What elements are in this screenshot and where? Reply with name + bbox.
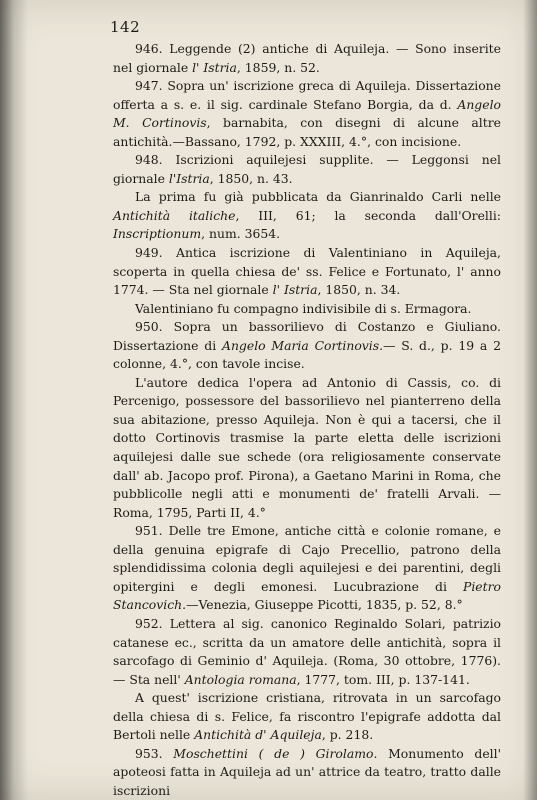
text-run: 951. Delle tre Emone, antiche città e colonie romane, e della genuina epigrafe di Cajo Precellio, patrono della splendidissima colonia degli aquilejesi e dei parentini, degli opitergini e degli emonesi. Lucubrazione di [113,523,501,594]
bibliography-entry [113,318,501,374]
bibliography-entry [113,522,501,615]
text-run: 953. [135,745,174,761]
text-run: 947. Sopra un' iscrizione greca di Aquileja. Dissertazione offerta a s. e. il sig. cardinale Stefano Borgia, da d. [113,78,501,112]
page-body [113,40,501,800]
text-run: 952. Lettera al sig. canonico Reginaldo Solari, patrizio catanese ec., scritta da un amatore delle antichità, sopra il sarcofago di Geminio d' Aquileja. (Roma, 30 ottobre, 1776). — Sta nell' [113,615,501,687]
text-run: L'autore dedica l'opera ad Antonio di Cassis, co. di Percenigo, possessore del bassorilievo nel pianterreno della sua abitazione, presso Aquileja. Non è qui a tacersi, che il dotto Cortinovis trasmise la parte eletta delle iscrizioni aquilejesi dalle sue schede (ora religiosamente conservate dall' ab. Jacopo prof. Pirona), a Gaetano Marini in Roma, che pubblicolle negli atti e monumenti de' fratelli Arvali. — Roma, 1795, Parti II, 4.° [113,374,501,520]
entry-note [113,689,501,745]
text-run: 949. Antica iscrizione di Valentiniano in Aquileja, scoperta in quella chiesa de' ss. Felice e Fortunato, l' anno 1774. — Sta nel giornale [113,245,501,298]
bibliography-entry [113,40,501,77]
text-run: Valentiniano fu compagno indivisibile di s. Ermagora. [135,300,472,316]
text-run: .— S. d., p. 19 a 2 colonne, 4.°, con tavole incise. [113,337,501,372]
italic-text: l' Istria [192,59,237,75]
page-number: 142 [110,18,141,36]
italic-text: l'Istria [168,170,210,186]
italic-text: Antologia romana [184,671,297,687]
text-run: . Monumento dell' apoteosi fatta in Aquileja ad un' attrice da teatro, tratto dalle iscrizioni [113,745,501,798]
text-run: 950. Sopra un bassorilievo di Costanzo e Giuliano. Dissertazione di [113,319,501,353]
italic-text: l' Istria [272,282,318,298]
text-run: , 1850, n. 43. [209,170,293,186]
text-run: , p. 218. [321,727,374,743]
italic-text: Pietro Stancovich [113,578,501,613]
text-run: 948. Iscrizioni aquilejesi supplite. — Leggonsi nel giornale [113,152,501,186]
bibliography-entry [113,615,501,689]
entry-note [113,374,501,522]
text-run: La prima fu già pubblicata da Gianrinaldo Carli nelle [135,189,501,205]
text-run: , III, 61; la seconda dall'Orelli: [235,207,501,223]
italic-text: Angelo Maria Cortinovis [222,337,380,353]
text-run: , barnabita, con disegni di alcune altre antichità.—Bassano, 1792, p. XXXIII, 4.°, con incisione. [113,115,502,149]
text-run: .—Venezia, Giuseppe Picotti, 1835, p. 52, 8.° [182,597,463,613]
text-run: , num. 3654. [201,226,281,242]
bibliography-entry [113,745,501,800]
italic-text: Angelo M. Cortinovis [113,96,501,131]
bibliography-entry [113,244,501,300]
italic-text: Inscriptionum [113,226,202,242]
text-run: , 1850, n. 34. [317,282,401,298]
text-run: , 1859, n. 52. [236,59,320,75]
page-edge-shadow [523,0,537,800]
page-spine-shadow [0,0,28,800]
text-run: 946. Leggende (2) antiche di Aquileja. — Sono inserite nel giornale [113,41,501,75]
text-run: , 1777, tom. III, p. 137-141. [296,671,470,687]
text-run: A quest' iscrizione cristiana, ritrovata in un sarcofago della chiesa di s. Felice, fa riscontro l'epigrafe addotta dal Bertoli nelle [113,690,501,743]
italic-text: Antichità d' Aquileja [194,727,322,743]
italic-text: Moschettini ( de ) Girolamo [173,745,374,761]
bibliography-entry [113,77,501,151]
entry-note [113,300,501,319]
bibliography-entry [113,151,501,188]
italic-text: Antichità italiche [113,207,236,223]
entry-note [113,188,501,244]
